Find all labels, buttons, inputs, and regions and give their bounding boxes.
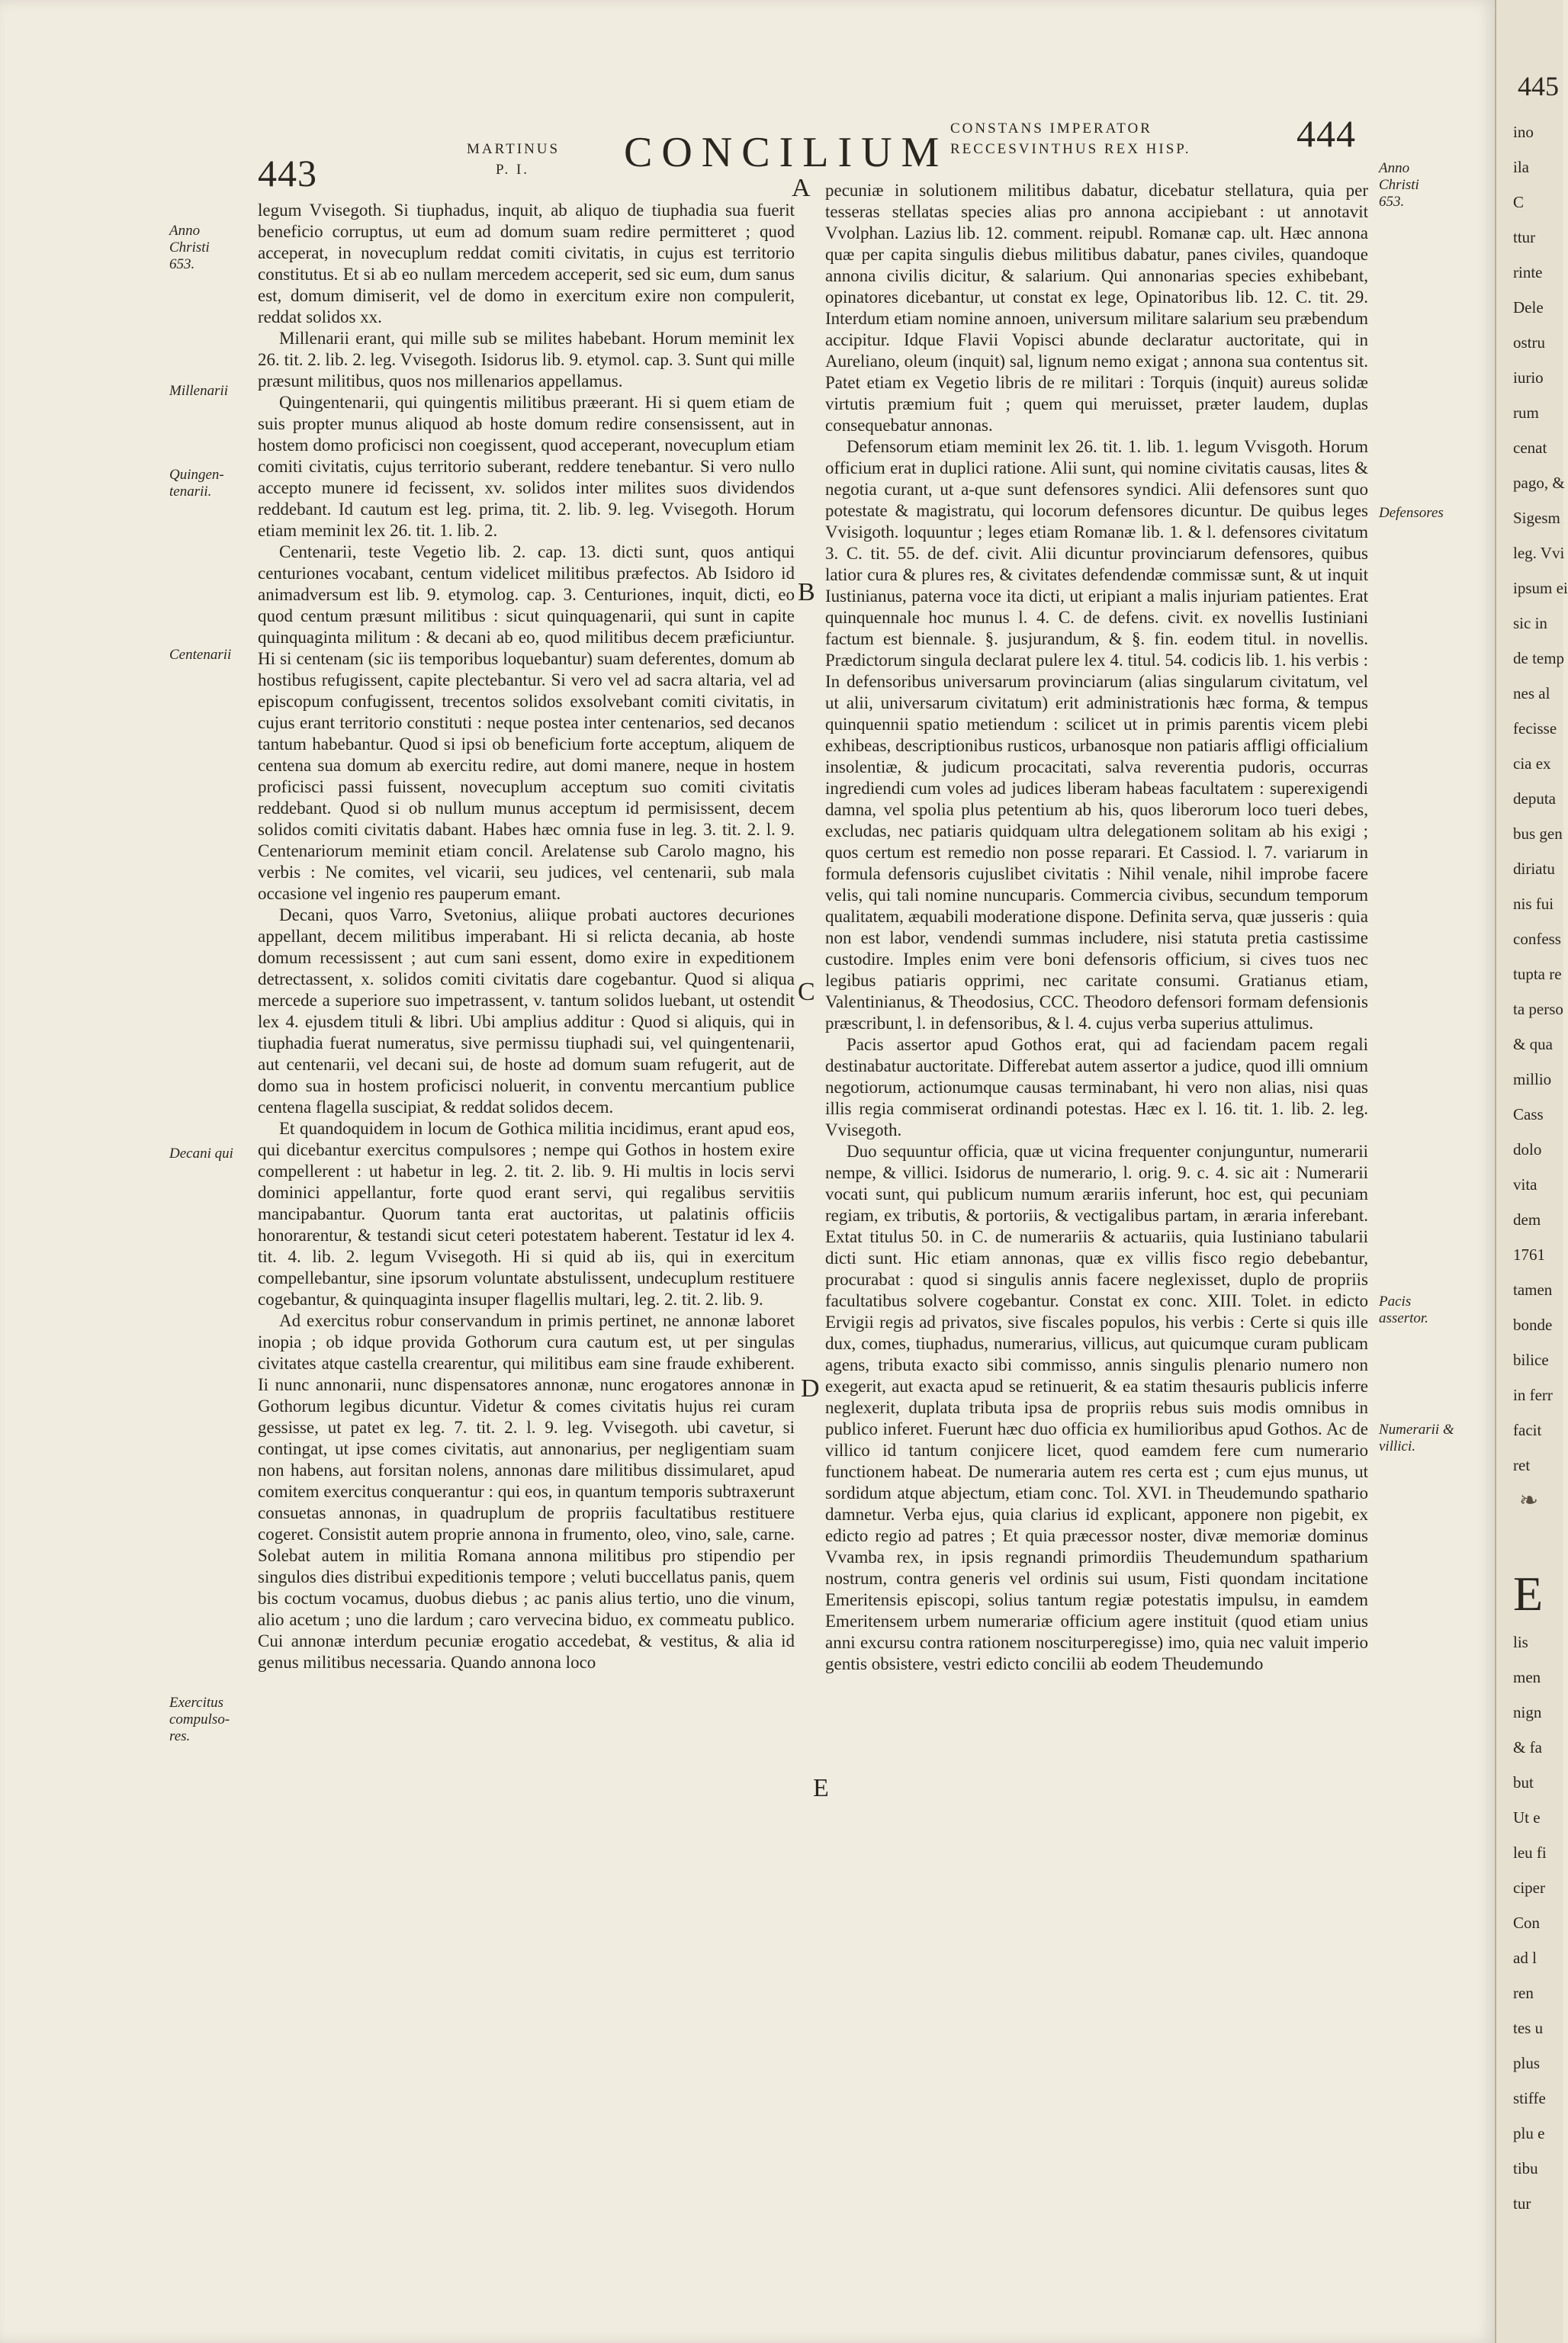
right-paragraph-1: pecuniæ in solutionem militibus dabatur, dicebatur stellatura, quia per tesseras stellatas species alias pro annona accipiebant : ut annotavit Vvolphan. Lazius lib. 12. comment. reipubl. Romanæ cap. ult. Hæc annona quæ per capita singulis diebus militibus dabatur, panes civiles, quandoque annona civilis dicitur, & salarium. Qui annonarias species exhibebant, opinatores dicebantur, ut constat ex lege, Opinatoribus lib. 12. C. tit. 29. Interdum etiam nomine annoen, universum militare salarium seu præbendum accipitur. Idque Flavii Vopisci abunde declaratur auctoritate, qui in Aureliano, oleum (inquit) sal, lignum nemo exigat ; annona sua contentus sit. Patet etiam ex Vegetio libris de re militari : Torquis (inquit) aureus solidæ virtutis præmium fuit ; quem qui meruisset, præter laudem, duplas consequebatur annonas. (825, 181, 1368, 435)
left-paragraph-1: legum Vvisegoth. Si tiuphadus, inquit, ab aliquo de tiuphadia sua fuerit beneficio corruptus, ut eum ad domum suam redire permitteret ; quod acceperat, in novecuplum reddat comiti civitatis, in cujus est territorio constitutus. Et si ab eo nullam mercedem acceperit, sed sic eum, dum sanus est, domum dimiserit, vel de domo in exercitum exire non compulerit, reddat solidos xx. (258, 201, 795, 326)
next-fragment: sic in (1513, 614, 1547, 632)
margin-note-quingentenarii: Quingen-tenarii. (169, 467, 224, 500)
next-fragment: dolo (1513, 1140, 1542, 1159)
running-head-right-2: RECCESVINTHUS REX HISP. (950, 141, 1191, 157)
left-paragraph-3: Quingentenarii, qui quingentis militibus præerant. Hi si quem etiam de suis propter munus aliquod ab hoste domum redire consensissent, aut in hostem domo proficisci non coegissent, quod acceperant, novecuplum etiam comiti civitatis, cujus territorio suberant, reddere tenebantur. Si vero nullo accepto munere id fecissent, xv. solidos inter milites suos dividendos reddebant. Id cautum est leg. prima, tit. 2. lib. 9. leg. Vvisegoth. Horum etiam meminit lex 26. tit. 1. lib. 2. (258, 393, 795, 540)
section-letter-c: C (798, 978, 815, 1006)
next-fragment: tupta re (1513, 965, 1562, 983)
left-paragraph-7: Ad exercitus robur conservandum in primis pertinet, ne annonæ laboret inopia ; ob idque provida Gothorum cura cautum est, ut per singulas civitates atque castella crearentur, qui militibus eam sine fraude exhiberent. Ii nunc annonarii, nunc dispensatores annonæ, nunc erogatores annonæ in Gothorum legibus dicuntur. Videtur & comes civitatis hujus rei curam gessisse, ut patet ex leg. 7. tit. 2. l. 9. leg. Vvisegoth. ubi cavetur, si contingat, ut ipse comes civitatis, aut annonarius, per negligentiam suam non habens, aut forsitan nolens, annonas dare militibus dissimularet, apud comitem exercitus conquerantur : qui eos, in quantum temporis subtraxerunt consuetas annonas, in quadruplum de propriis facultatibus restituere cogeret. Consistit autem proprie annona in frumento, oleo, vino, sale, carne. Solebat autem in militia Romana annona militibus pro stipendio per singulos dies distribui expeditionis tempore ; veluti buccellatus panis, quem bis coctum vocamus, duobus diebus ; ac panis alius tertio, uno die vinum, alio acetum ; uno die lardum ; caro vervecina biduo, ex commeatu publico. Cui annonæ interdum pecuniæ erogatio accedebat, & vestitus, & alia id genus militibus necessaria. Quando annona loco (258, 1311, 795, 1672)
next-fragment: deputa (1513, 789, 1556, 808)
next-fragment: ret (1513, 1456, 1531, 1474)
right-paragraph-2: Defensorum etiam meminit lex 26. tit. 1. lib. 1. legum Vvisgoth. Horum officium erat in duplici ratione. Alii sunt, qui nomine civitatis causas, lites & negotia curant, ut a-que sunt defensores syndici. Alii defensores sunt quo potestate & magistratu, qui locorum defensores dicuntur. De quibus leges Vvisigoth. loquuntur ; leges etiam Romanæ lib. 1. & l. defensores civitatum 3. C. tit. 55. de def. civit. Alii dicuntur provinciarum defensores, quibus latior cura & plures res, & civitates defendendæ commissæ sunt, & ut inquit Iustinianus, paterna voce ita dicti, ut eripiant a malis injuriam patientes. Erat quinquennale hoc munus l. 4. C. de defens. civit. ex novellis Iustiniani factum est biennale. §. jusjurandum, & §. fin. eodem titul. in novellis. Prædictorum singula declarat pulere lex 4. titul. 54. codicis lib. 1. his verbis : In defensoribus universarum provinciarum (alias singularum civitatum, vel ut alii, universarum civitatum) erit administrationis hæc forma, & tempus quinquennii spatio metiendum : scilicet ut in primis parentis vicem plebi exhibeas, descriptionibus rusticos, urbanosque non patiaris affligi officialium insolentiæ, & judicum procacitati, salva reverentia pudoris, occurras ingrediendi cum voles ad judices liberam habeas facultatem : superexigendi damna, vel spolia plus petentium ab his, quos liberorum loco tueri debes, excludas, nec patiaris quidquam ultra delegationem solitam ab his exigi ; quos certum est remedio non posse reparari. Et Cassiod. l. 7. variarum in formula defensoris cujuslibet civitatis : Nihil venale, nihil improbe facere velis, qui tali nomine nuncuparis. Commercia civibus, secundum temporum qualitatem, æquabili moderatione dispone. Definita serva, quæ jusseris : quia non est labor, vendendi summas includere, nisi statuta pretia castissime custodire. Imples enim vere boni defensoris officium, si cives tuos nec legibus patiaris opprimi, nec caritate consumi. Gratianus etiam, Valentinianus, & Theodosius, CCC. Theodoro defensori formam defensionis præscribunt, l. in defensoribus, & l. 4. cujus verba superius attulimus. (825, 437, 1368, 1033)
page-title: CONCILIUM (624, 129, 949, 176)
next-fragment: rum (1513, 403, 1539, 422)
next-fragment: ren (1513, 1984, 1534, 2002)
next-fragment: plus (1513, 2054, 1541, 2072)
next-fragment: but (1513, 1773, 1534, 1792)
next-fragment: & fa (1513, 1738, 1542, 1756)
margin-note-anno-left: Anno Christi 653. (169, 223, 210, 272)
next-fragment: Con (1513, 1914, 1541, 1932)
running-head-left-sub: P. I. (496, 162, 530, 178)
fleuron-ornament-icon: ❧ (1519, 1488, 1539, 1513)
left-paragraph-6: Et quandoquidem in locum de Gothica militia incidimus, erant apud eos, qui dicebantur exercitus compulsores ; nempe qui Gothos in hostem exire compellerent : ut habetur in leg. 2. tit. 2. lib. 9. Hi multis in locis servi dominici appellantur, forte quod erant servi, qui regalibus servitiis mancipabantur. Quorum tanta erat auctoritas, ut palatinis officiis honorarentur, & testandi sicut ceteri potestatem haberent. Testatur id lex 4. tit. 4. lib. 2. legum Vvisegoth. Hi si quid ab iis, qui in exercitum compellebantur, sine ipsorum voluntate abstulissent, undecuplum restituere cogebantur, & quinquaginta insuper flagellis multari, leg. 2. tit. 2. lib. 9. (258, 1119, 795, 1309)
right-page-number: 444 (1296, 112, 1356, 155)
next-fragment: millio (1513, 1070, 1552, 1088)
next-fragment: nis fui (1513, 895, 1554, 913)
next-fragment: ta perso (1513, 1000, 1563, 1018)
next-fragment: & qua (1513, 1035, 1553, 1053)
next-fragment: de temp (1513, 649, 1565, 667)
next-fragment: nign (1513, 1703, 1542, 1721)
next-fragment: stiffe (1513, 2089, 1546, 2107)
next-fragment: tibu (1513, 2159, 1538, 2177)
right-paragraph-3: Pacis assertor apud Gothos erat, qui ad faciendam pacem regali destinabatur auctoritate. Differebat autem assertor a judice, quod illi omnium negotiorum, actionumque causas terminabant, hi vero non alias, nisi quas illis regia commiserat ordinandi potestas. Hæc ex l. 16. tit. 1. lib. 2. leg. Vvisegoth. (825, 1035, 1368, 1139)
next-fragment: tamen (1513, 1281, 1553, 1299)
next-fragment: nes al (1513, 684, 1550, 702)
next-fragment: ostru (1513, 333, 1545, 352)
next-fragment: 1761 (1513, 1245, 1545, 1264)
next-fragment: Ut e (1513, 1808, 1541, 1827)
margin-note-numerarii: Numerarii & villici. (1379, 1422, 1454, 1454)
next-fragment: ciper (1513, 1879, 1545, 1897)
next-fragment: lis (1513, 1633, 1528, 1651)
next-fragment: leg. Vvi (1513, 544, 1565, 562)
right-text-column (825, 180, 1368, 2151)
next-fragment: ttur (1513, 228, 1536, 246)
next-fragment: leu fi (1513, 1843, 1547, 1862)
next-fragment: tur (1513, 2194, 1531, 2213)
next-fragment: diriatu (1513, 860, 1555, 878)
left-paragraph-2: Millenarii erant, qui mille sub se milites habebant. Horum meminit lex 26. tit. 2. lib. 2. leg. Vvisegoth. Isidorus lib. 9. etymol. cap. 3. Sunt qui mille præsunt militibus, quos nos millenarios appellamus. (258, 329, 795, 390)
running-head-left: MARTINUS (467, 141, 561, 157)
next-fragment: ino (1513, 123, 1534, 141)
next-fragment: cia ex (1513, 754, 1551, 773)
left-paragraph-5: Decani, quos Varro, Svetonius, aliique probati auctores decuriones appellant, decem militibus imperabant. Hi si relicta decania, ab hoste domum recessissent ; aut cum sani essent, domo exire in expeditionem detrectassent, x. solidos comiti civitatis dare cogebantur. Quod si aliqua mercede a superiore suo impetrassent, v. tantum solidos luebant, ut ostendit lex 4. ejusdem tituli & libri. Ubi amplius additur : Quod si aliquis, qui in tiuphadia fuerat numeratus, sive permissu tiuphadi sui, vel quingentenarii, aut centenarii, vel decani sui, de hoste ad domum suam refugerit, aut de domo sua in hostem proficisci noluerit, in conventu mercantium publice centena flagella suscipiat, & reddat solidos decem. (258, 905, 795, 1117)
next-fragment: ila (1513, 158, 1529, 176)
next-fragment: tes u (1513, 2019, 1544, 2037)
margin-note-anno-right: Anno Christi 653. (1379, 160, 1419, 210)
margin-note-pacis: Pacis assertor. (1379, 1294, 1428, 1326)
margin-note-decani: Decani qui (169, 1146, 233, 1162)
left-paragraph-4: Centenarii, teste Vegetio lib. 2. cap. 13. dicti sunt, quos antiqui centuriones vocabant, centum videlicet militibus præfectos. Ab Isidoro id animadversum est lib. 9. etymolog. cap. 3. Centuriones, inquit, dicti, eo quod centum præsunt militibus : sicut quinquagenarii, qui sunt in capite quinquaginta militum : & decani ab eo, quod militibus decem præficiuntur. Hi si centenam (sic iis temporibus loquebantur) suam deferentes, domum ab hostibus refugissent, capite plectebantur. Si vero vel ad sacra altaria, vel ad episcopum confugissent, trecentos solidos exsolvebant comiti civitatis, in cujus erant territorio constituti : neque postea inter centenarios, sed decanos tantum habebantur. Quod si ipsi ob beneficium forte acceptum, aliquem de centena sua domum ab exercitu redire, aut domi manere, neque in hostem proficisci passi fuissent, novecuplum acceptum suo comiti civitatis reddebant. Quod si ob nullum munus acceptum id permisissent, decem solidos comiti civitatis dabant. Habes hæc omnia fuse in leg. 3. tit. 2. l. 9. Centenariorum meminit etiam concil. Arelatense sub Carolo magno, his verbis : Ne comites, vel vicarii, seu judices, vel centenarii, sub mala occasione vel ingenio res pauperum emant. (258, 542, 795, 903)
next-page-edge (1495, 0, 1568, 2343)
next-page-lower-text (1507, 1564, 1568, 2221)
margin-note-defensores: Defensores (1379, 505, 1444, 521)
next-page-upper-text (1507, 114, 1568, 1483)
next-fragment: bonde (1513, 1316, 1553, 1334)
left-text-column (258, 200, 795, 2128)
next-fragment: rinte (1513, 263, 1543, 281)
next-fragment: dem (1513, 1210, 1541, 1229)
running-head-right-1: CONSTANS IMPERATOR (950, 121, 1152, 137)
next-fragment: ad l (1513, 1949, 1537, 1967)
right-paragraph-4: Duo sequuntur officia, quæ ut vicina frequenter conjunguntur, numerarii nempe, & villici. Isidorus de numerario, l. orig. 9. c. 4. sic ait : Numerarii vocati sunt, qui publicum numum ærariis inferunt, hoc est, qui pecuniam regiam, ex tributis, & portoriis, & vectigalibus partam, in æraria inferebant. Extat titulus 50. in C. de numerariis & actuariis, quia Iustiniano tabularii dicti sunt. Hic etiam annonas, quæ ex villis fisco regio debebantur, procurabat : quod si singulis annis facere neglexisset, duplo de propriis facultatibus solvere cogebantur. Constat ex conc. XIII. Tolet. in edicto Ervigii regis ad privatos, sive fiscales populos, his verbis : Certe si quis ille dux, comes, tiuphadus, numerarius, villicus, aut quicumque curam publicam agens, tributa exacto sibi commisso, annis singulis plenario numero non exegerit, aut exacta apud se retinuerit, & ea statim thesauris publicis inferre neglexerit, duplata tributa ipsa de propriis rebus suis modis omnibus in publico inferet. Fuerunt hæc duo officia ex humilioribus apud Gothos. Ac de villico id tantum conjicere licet, quod eamdem fere cum numerario functionem habeat. De numeraria autem res certa est ; cum ejus munus, ut sordidum atque abjectum, etiam conc. Tol. XVI. in Theudemundo spathario damnetur. Verba ejus, quia clarius id explicant, apponere non pigebit, ex edicto regio ad patres ; Et quia præcessor noster, divæ memoriæ dominus Vvamba rex, in ipsis regnandi primordiis Theudemundum spatharium nostrum, contra generis vel ordinis sui usum, Fisti quondam incitatione Emeritensis episcopi, solius tantum regiæ potestatis impulsu, in eamdem Emeritensem urbem numerariæ officium agere instituit (quod etiam unius anni excursu contra rationem nosciturperegisse) imo, quia nec valuit imperio gentis obsistere, vestri edicto concilii ab eodem Theudemundo (825, 1142, 1368, 1673)
next-fragment: in ferr (1513, 1386, 1553, 1404)
next-drop-cap: E (1513, 1567, 1544, 1621)
next-fragment: ipsum ei (1513, 579, 1568, 597)
next-fragment: Cass (1513, 1105, 1544, 1123)
next-fragment: bus gen (1513, 824, 1563, 843)
next-fragment: confess (1513, 930, 1561, 948)
section-letter-b: B (798, 578, 815, 606)
next-fragment: C (1513, 193, 1525, 211)
next-fragment: Sigesm (1513, 509, 1560, 527)
next-fragment: plu e (1513, 2124, 1545, 2142)
margin-note-centenarii: Centenarii (169, 647, 232, 663)
next-fragment: fecisse (1513, 719, 1557, 738)
next-page-number: 445 (1518, 71, 1559, 101)
next-fragment: pago, & (1513, 474, 1565, 492)
next-fragment: men (1513, 1668, 1541, 1686)
margin-note-exercitus: Exercitus compulso-res. (169, 1695, 230, 1744)
next-fragment: facit (1513, 1421, 1542, 1439)
left-page-number: 443 (258, 152, 317, 194)
section-letter-d: D (801, 1374, 820, 1403)
margin-note-millenarii: Millenarii (169, 383, 229, 399)
next-fragment: Dele (1513, 298, 1544, 317)
section-letter-a: A (792, 174, 811, 202)
next-fragment: iurio (1513, 368, 1544, 387)
next-fragment: cenat (1513, 439, 1547, 457)
section-letter-e: E (813, 1774, 829, 1802)
next-fragment: vita (1513, 1175, 1537, 1194)
next-fragment: bilice (1513, 1351, 1549, 1369)
